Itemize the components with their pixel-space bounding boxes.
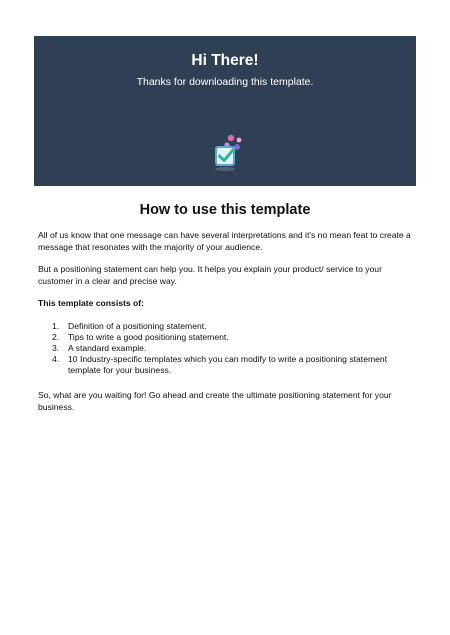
list-heading: This template consists of: bbox=[38, 298, 145, 308]
page-title: How to use this template bbox=[139, 202, 311, 218]
list-item bbox=[38, 321, 398, 332]
banner-note: You Can Edit Version To Fit Your Needs. bbox=[149, 190, 301, 200]
checklist-badge-icon bbox=[209, 132, 245, 172]
list-item bbox=[38, 354, 398, 376]
list-item bbox=[38, 332, 398, 343]
list-item-text: A standard example. bbox=[68, 343, 147, 353]
list-item-number: 4. bbox=[52, 354, 60, 364]
list-item-number: 1. bbox=[52, 321, 60, 331]
intro-paragraph: All of us know that one message can have several interpretations and it's no mean feat to create a message that resonates with the majority of your audience. bbox=[38, 230, 411, 252]
list-item-text: 10 Industry-specific templates which you can modify to write a positioning statement template for your business. bbox=[68, 354, 388, 375]
positioning-paragraph: But a positioning statement can help you. It helps you explain your product/ service to your customer in a clear and precise way. bbox=[38, 264, 382, 286]
contents-list bbox=[38, 321, 398, 376]
banner-subtitle: Thanks for downloading this template. bbox=[136, 76, 314, 88]
list-item-number: 2. bbox=[52, 332, 60, 342]
header-banner bbox=[34, 36, 416, 200]
list-item-number: 3. bbox=[52, 343, 60, 353]
list-item bbox=[38, 343, 398, 354]
banner-title: Hi There! bbox=[191, 52, 259, 69]
list-item-text: Definition of a positioning statement. bbox=[68, 321, 207, 331]
closing-paragraph: So, what are you waiting for! Go ahead and create the ultimate positioning statement for your business. bbox=[38, 390, 392, 412]
list-item-text: Tips to write a good positioning statement. bbox=[68, 332, 229, 342]
